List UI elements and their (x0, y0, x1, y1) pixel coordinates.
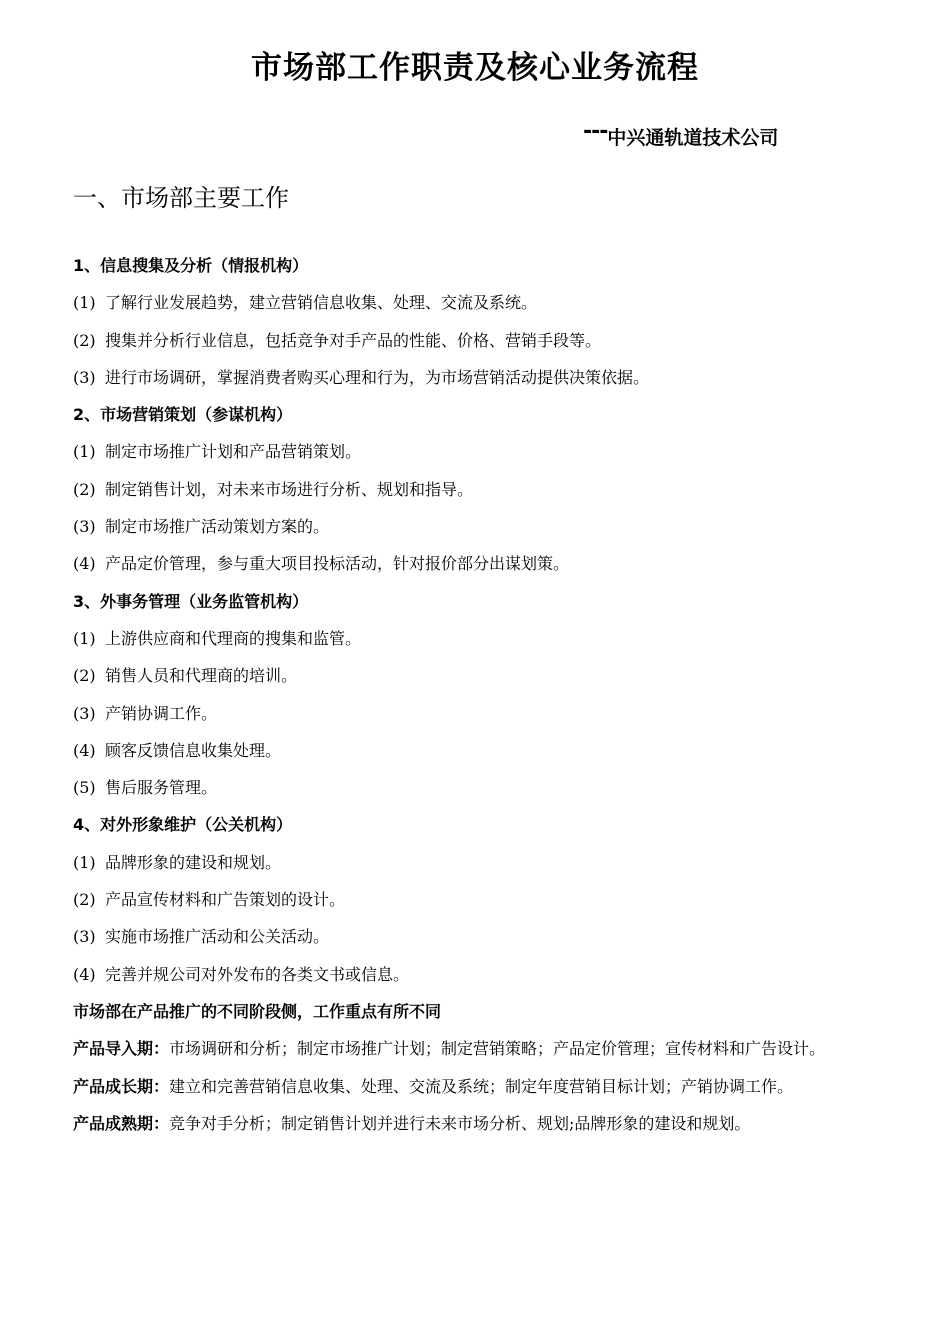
list-item: (2) 制定销售计划，对未来市场进行分析、规划和指导。 (73, 479, 474, 499)
company-name: 中兴通轨道技术公司 (607, 127, 779, 149)
document-title: 市场部工作职责及核心业务流程 (251, 50, 699, 86)
section-heading: 一、市场部主要工作 (73, 184, 289, 212)
list-item: (3) 制定市场推广活动策划方案的。 (73, 517, 330, 537)
stages-heading: 市场部在产品推广的不同阶段侧，工作重点有所不同 (73, 1001, 442, 1021)
list-item: (1) 上游供应商和代理商的搜集和监管。 (73, 628, 362, 648)
group-title-2: 2、市场营销策划（参谋机构） (73, 405, 293, 425)
list-item: (3) 实施市场推广活动和公关活动。 (73, 927, 330, 947)
subtitle-dash: --- (583, 119, 608, 144)
stage-label: 产品导入期： (73, 1039, 170, 1059)
stage-paragraph: 产品成熟期：竞争对手分析；制定销售计划并进行未来市场分析、规划;品牌形象的建设和规划。 (73, 1113, 751, 1133)
list-item: (4) 顾客反馈信息收集处理。 (73, 740, 282, 760)
list-item: (4) 完善并规公司对外发布的各类文书或信息。 (73, 964, 410, 984)
section-content (73, 247, 881, 1142)
group-title-1: 1、信息搜集及分析（情报机构） (73, 256, 309, 275)
stage-label: 产品成长期： (73, 1076, 170, 1096)
stage-paragraph: 产品成长期：建立和完善营销信息收集、处理、交流及系统；制定年度营销目标计划；产销协调工作。 (73, 1076, 794, 1096)
list-item: (2) 销售人员和代理商的培训。 (73, 666, 298, 686)
list-item: (5) 售后服务管理。 (73, 778, 218, 798)
list-item: (1) 了解行业发展趋势，建立营销信息收集、处理、交流及系统。 (73, 293, 538, 313)
list-item: (1) 品牌形象的建设和规划。 (73, 852, 282, 872)
list-item: (3) 产销协调工作。 (73, 703, 218, 723)
group-title-3: 3、外事务管理（业务监管机构） (73, 591, 309, 611)
stage-label: 产品成熟期： (73, 1113, 170, 1133)
document-subtitle (583, 112, 778, 158)
list-item: (3) 进行市场调研，掌握消费者购买心理和行为，为市场营销活动提供决策依据。 (73, 367, 650, 387)
list-item: (4) 产品定价管理，参与重大项目投标活动，针对报价部分出谋划策。 (73, 554, 570, 574)
list-item: (1) 制定市场推广计划和产品营销策划。 (73, 442, 362, 462)
group-title-4: 4、对外形象维护（公关机构） (73, 815, 293, 835)
list-item: (2) 搜集并分析行业信息，包括竞争对手产品的性能、价格、营销手段等。 (73, 330, 602, 350)
list-item: (2) 产品宣传材料和广告策划的设计。 (73, 890, 346, 910)
stage-paragraph: 产品导入期：市场调研和分析；制定市场推广计划；制定营销策略；产品定价管理；宣传材料和广告设计。 (73, 1039, 826, 1059)
